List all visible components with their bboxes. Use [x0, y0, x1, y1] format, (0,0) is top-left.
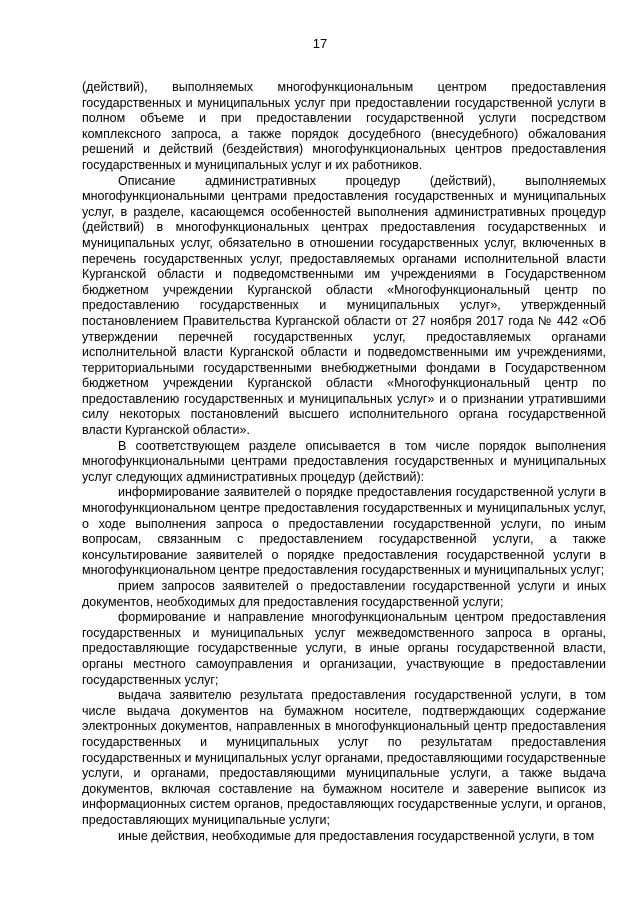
document-body	[82, 80, 606, 844]
page-number: 17	[312, 36, 328, 51]
paragraph-section-contents: В соответствующем разделе описывается в том числе порядок выполнения многофункциональными центрами предоставления государственных и муниципальных услуг следующих административных процедур (действий):	[82, 438, 606, 484]
paragraph-procedure-description: Описание административных процедур (действий), выполняемых многофункциональными центрами предоставления государственных и муниципальных услуг, в разделе, касающемся особенностей выполнения административных процедур (действий) в многофункциональных центрах предоставления государственных и муниципальных услуг, обязательно в отношении государственных услуг, включенных в перечень государственных услуг, предоставляемых органами исполнительной власти Курганской области и подведомственными им учреждениями в Государственном бюджетном учреждении Курганской области «Многофункциональный центр по предоставлению государственных и муниципальных услуг», утвержденный постановлением Правительства Курганской области от 27 ноября 2017 года № 442 «Об утверждении перечней государственных услуг, предоставляемых органами исполнительной власти Курганской области и подведомственными им учреждениями, территориальными государственными внебюджетными фондами в Государственном бюджетном учреждении Курганской области «Многофункциональный центр по предоставлению государственных и муниципальных услуг» и о признании утратившими силу некоторых постановлений высшего исполнительного органа государственной власти Курганской области».	[82, 173, 606, 438]
paragraph-interagency-request: формирование и направление многофункциональным центром предоставления государственных и муниципальных услуг межведомственного запроса в органы, предоставляющие государственные услуги, в иные органы государственной власти, органы местного самоуправления и организации, участвующие в предоставлении государственных услуг;	[82, 610, 606, 687]
paragraph-mfc-appeal-procedure: (действий), выполняемых многофункциональным центром предоставления государственных и муниципальных услуг при предоставлении государственной услуги в полном объеме и при предоставлении государственной услуги посредством комплексного запроса, а также порядок досудебного (внесудебного) обжалования решений и действий (бездействия) многофункциональных центров предоставления государственных и муниципальных услуг и их работников.	[82, 80, 606, 172]
paragraph-receiving-requests: прием запросов заявителей о предоставлении государственной услуги и иных документов, необходимых для предоставления государственной услуги;	[82, 579, 606, 609]
paragraph-other-actions: иные действия, необходимые для предоставления государственной услуги, в том	[118, 828, 595, 843]
paragraph-informing-applicants: информирование заявителей о порядке предоставления государственной услуги в многофункциональном центре предоставления государственных и муниципальных услуг, о ходе выполнения запроса о предоставлении государственной услуги, по иным вопросам, связанным с предоставлением государственной услуги, а также консультирование заявителей о порядке предоставления государственной услуги в многофункциональном центре предоставления государственных и муниципальных услуг;	[82, 485, 606, 578]
paragraph-issuing-result: выдача заявителю результата предоставления государственной услуги, в том числе выдача документов на бумажном носителе, подтверждающих содержание электронных документов, направленных в многофункциональный центр предоставления государственных и муниципальных услуг по результатам предоставления государственных и муниципальных услуг органами, предоставляющими государственные услуги, и органами, предоставляющими муниципальные услуги, а также выдача документов, включая составление на бумажном носителе и заверение выписок из информационных систем органов, предоставляющих государственные услуги, и органов, предоставляющих муниципальные услуги;	[82, 688, 606, 827]
